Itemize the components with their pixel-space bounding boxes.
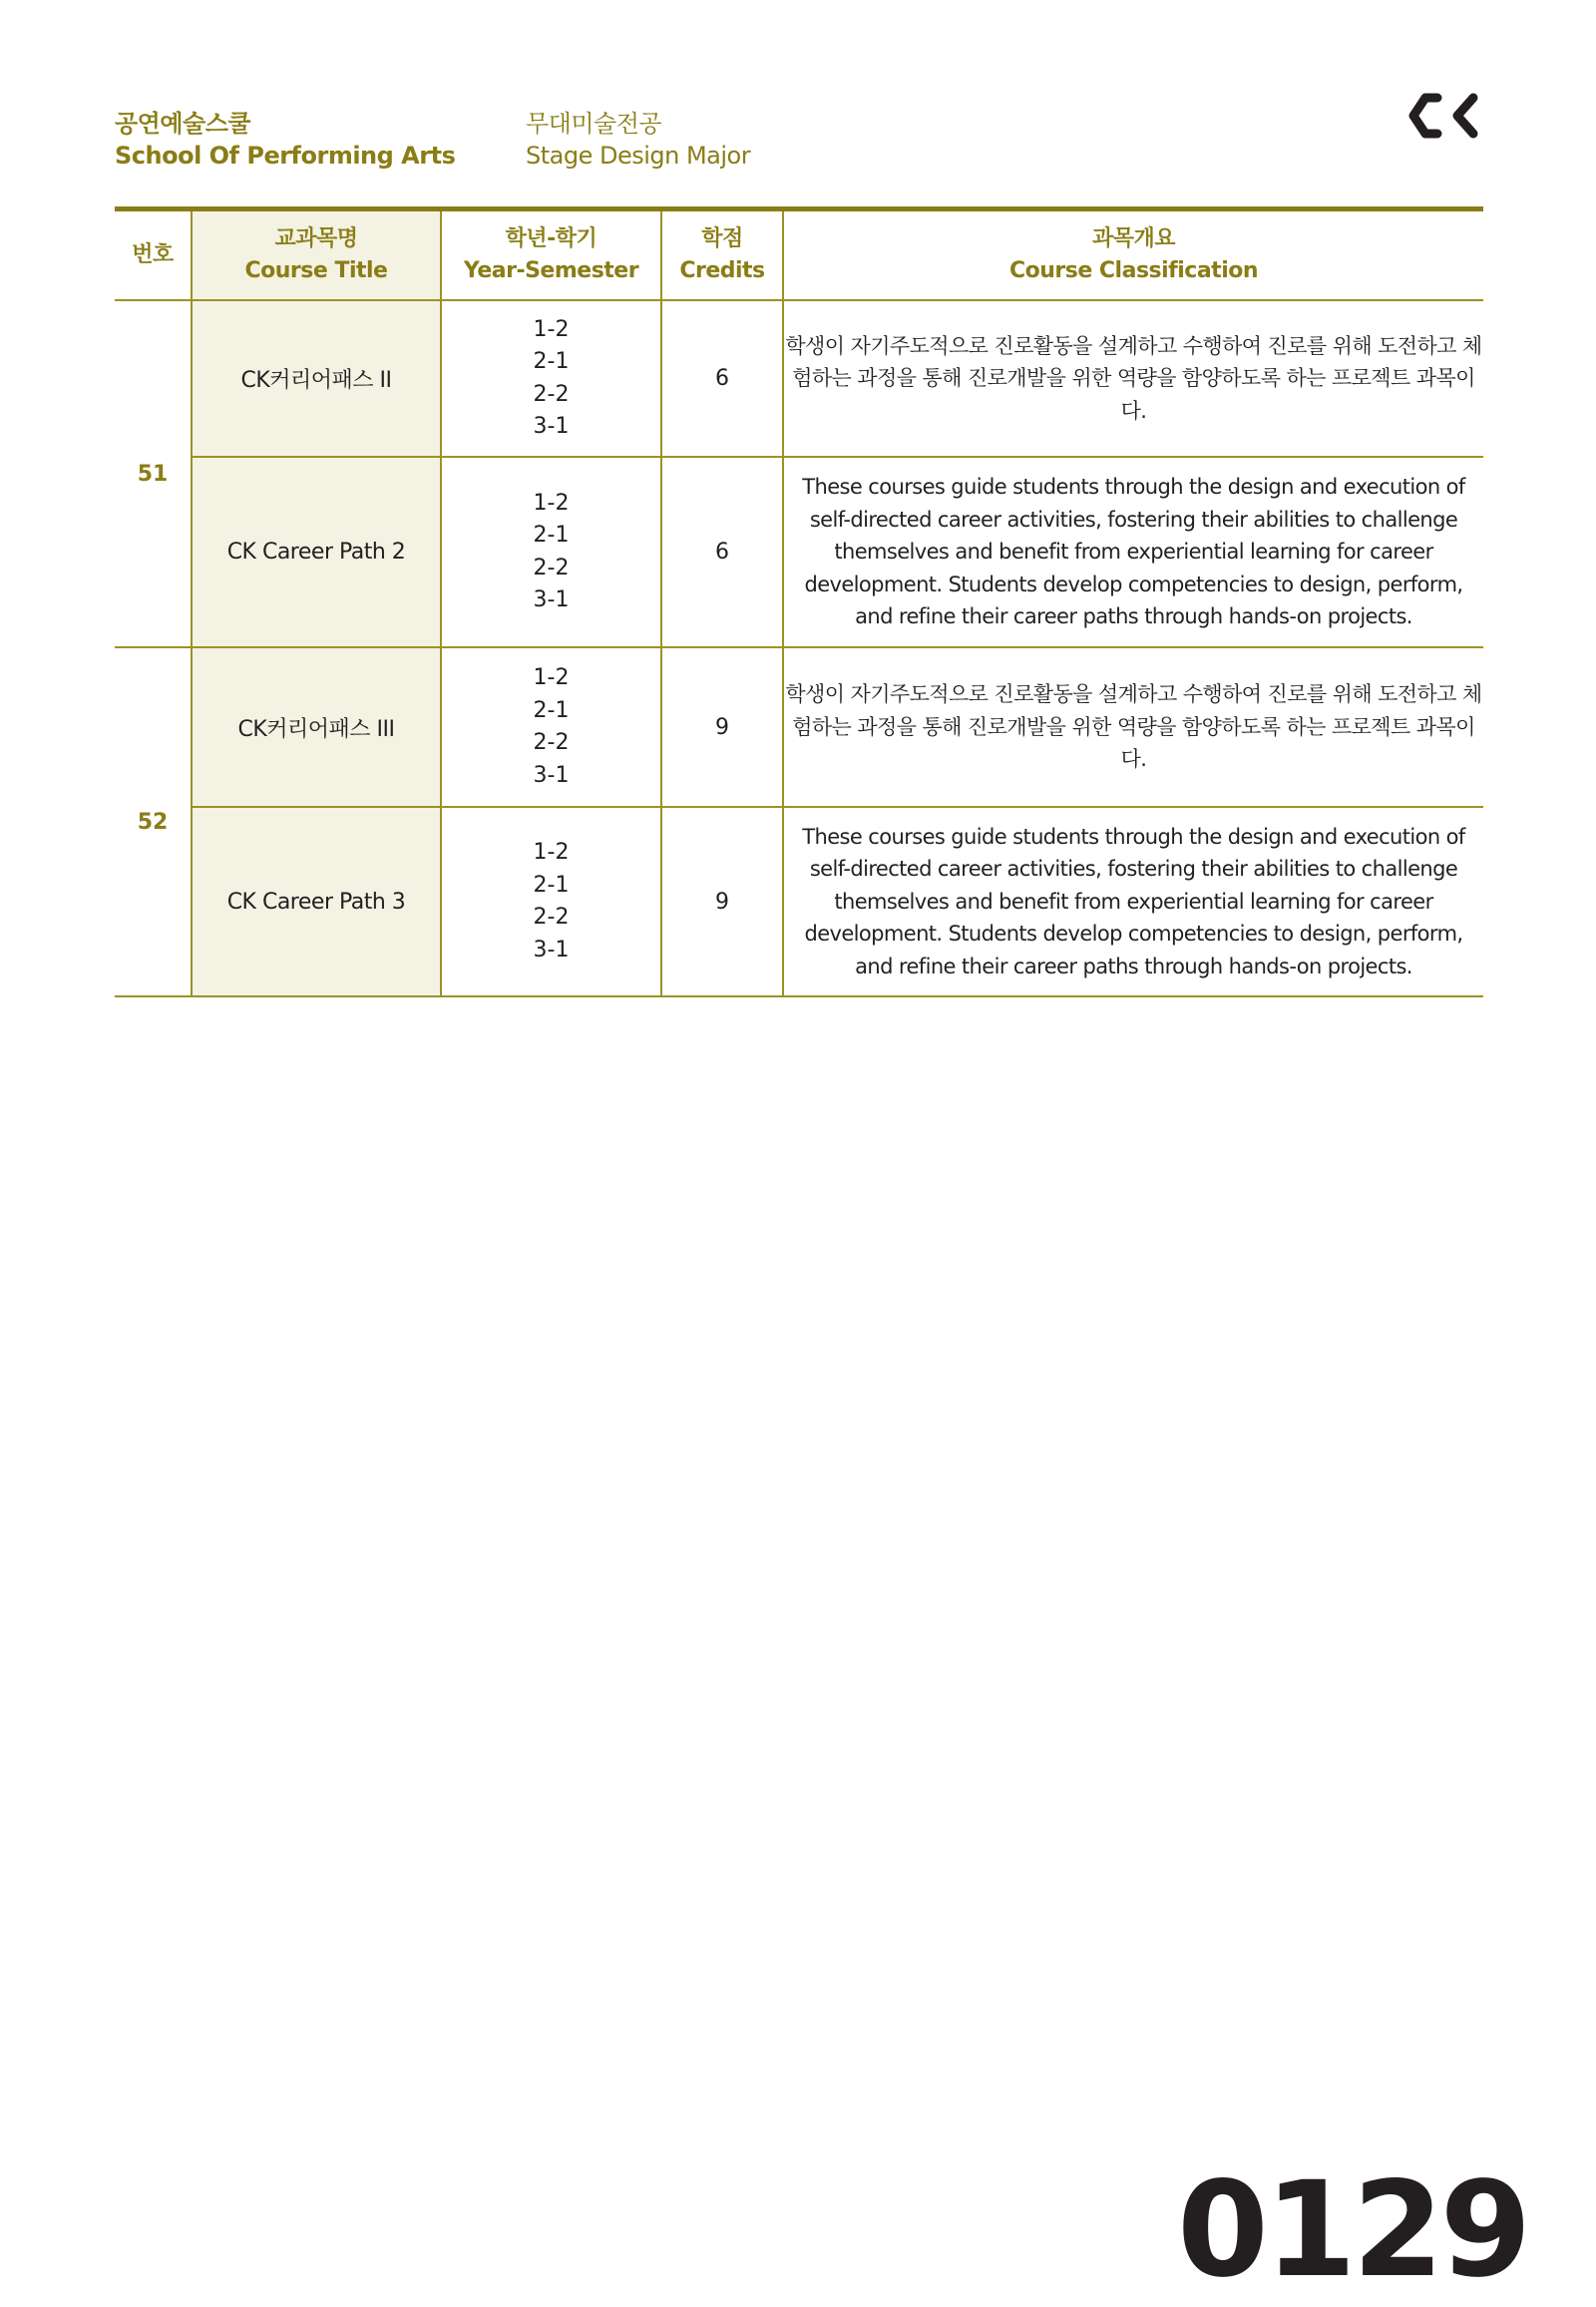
credits: 6 (661, 457, 783, 647)
credits: 9 (661, 807, 783, 996)
year-semester: 1-2 2-1 2-2 3-1 (441, 647, 661, 807)
year-semester: 1-2 2-1 2-2 3-1 (441, 300, 661, 457)
year-semester: 1-2 2-1 2-2 3-1 (441, 807, 661, 996)
school-name-en: School Of Performing Arts (115, 142, 456, 170)
course-table (115, 206, 1483, 997)
course-description: 학생이 자기주도적으로 진로활동을 설계하고 수행하여 진로를 위해 도전하고 체험하는 과정을 통해 진로개발을 위한 역량을 함양하도록 하는 프로젝트 과목이다. (783, 647, 1483, 807)
course-title: CK커리어패스 II (192, 300, 441, 457)
table-header-row (115, 209, 1483, 301)
table-row (115, 807, 1483, 996)
header-course-classification: 과목개요 Course Classification (783, 209, 1483, 301)
table-row (115, 647, 1483, 807)
header-course-title: 교과목명 Course Title (192, 209, 441, 301)
course-title: CK Career Path 3 (192, 807, 441, 996)
credits: 9 (661, 647, 783, 807)
course-title: CK Career Path 2 (192, 457, 441, 647)
course-description: These courses guide students through the design and execution of self-directed career activities, fostering their abilities to challenge themselves and benefit from experiential learning for career development. Students develop competencies to design, perform, and refine their career paths through hands-on projects. (783, 457, 1483, 647)
course-description: 학생이 자기주도적으로 진로활동을 설계하고 수행하여 진로를 위해 도전하고 체험하는 과정을 통해 진로개발을 위한 역량을 함양하도록 하는 프로젝트 과목이다. (783, 300, 1483, 457)
course-description: These courses guide students through the design and execution of self-directed career activities, fostering their abilities to challenge themselves and benefit from experiential learning for career development. Students develop competencies to design, perform, and refine their career paths through hands-on projects. (783, 807, 1483, 996)
header-credits: 학점 Credits (661, 209, 783, 301)
course-number: 52 (115, 647, 192, 996)
school-name-ko: 공연예술스쿨 (115, 110, 251, 138)
course-number: 51 (115, 300, 192, 647)
ck-logo-icon (1407, 92, 1483, 140)
major-name (526, 108, 750, 172)
header-number: 번호 (115, 209, 192, 301)
major-name-en: Stage Design Major (526, 142, 751, 170)
major-name-ko: 무대미술전공 (526, 110, 662, 138)
credits: 6 (661, 300, 783, 457)
header-year-semester: 학년-학기 Year-Semester (441, 209, 661, 301)
page-number: 0129 (1177, 2153, 1528, 2307)
school-name (115, 108, 455, 172)
course-title: CK커리어패스 III (192, 647, 441, 807)
table-row (115, 457, 1483, 647)
year-semester: 1-2 2-1 2-2 3-1 (441, 457, 661, 647)
page-header (115, 108, 1483, 188)
table-row (115, 300, 1483, 457)
